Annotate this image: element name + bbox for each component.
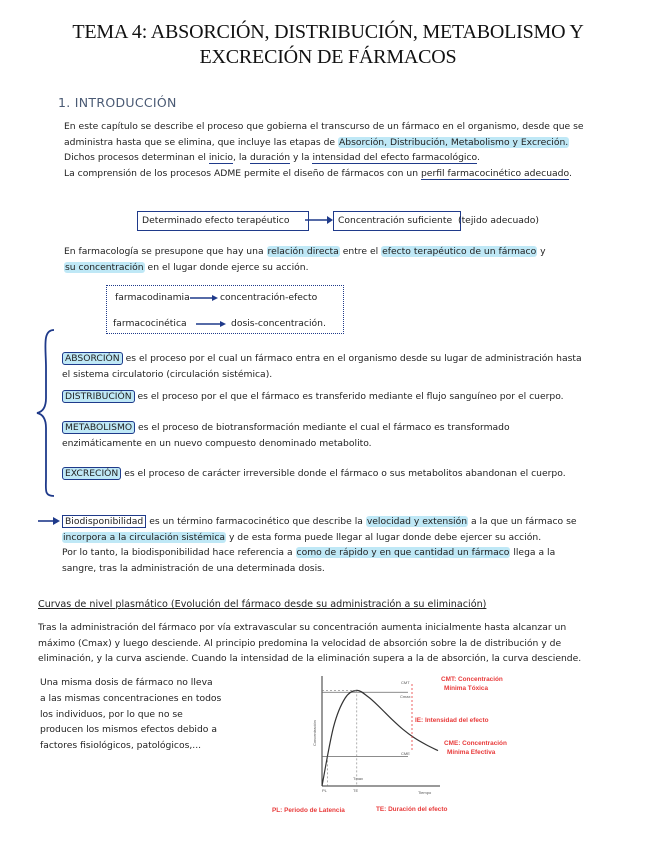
intro-line-3-a: Dichos procesos determinan el — [64, 152, 206, 163]
perfil-underline: perfil farmacocinético adecuado — [420, 167, 569, 179]
farmacodinamia-arrow-icon — [190, 293, 218, 303]
page-title-line1: TEMA 4: ABSORCIÓN, DISTRIBUCIÓN, METABOLISMO Y — [72, 21, 584, 43]
farmacologia-line-2 — [64, 260, 634, 276]
cme-annotation-l2: Mínima Efectiva — [447, 749, 496, 756]
velocidad-extension-highlight: velocidad y extensión — [366, 516, 468, 527]
metabolismo-text-1: es el proceso de biotransformación mediante el cual el fármaco es transformado — [138, 422, 510, 433]
bio-line-3 — [62, 545, 637, 561]
bio-line-1 — [62, 514, 637, 530]
distribucion-tag: DISTRIBUCIÓN — [62, 390, 135, 403]
intensidad-underline: intensidad del efecto farmacológico — [312, 152, 477, 163]
absorcion-text-2: el sistema circulatorio (circulación sistémica). — [62, 368, 273, 380]
cme-annotation-l1: CME: Concentración — [444, 740, 507, 747]
intro-line-1: En este capítulo se describe el proceso que gobierna el transcurso de un fármaco en el organismo, desde que se — [64, 121, 584, 132]
flow-box-efecto: Determinado efecto terapéutico — [137, 211, 309, 231]
farm-a2: entre el — [342, 246, 379, 257]
cmt-annotation-l2: Mínima Tóxica — [444, 685, 489, 692]
farmacocinetica-label: farmacocinética — [113, 318, 187, 329]
flow-arrow-icon — [303, 213, 333, 227]
distribucion-text: es el proceso por el que el fármaco es transferido mediante el flujo sanguíneo por el cuerpo. — [137, 391, 564, 402]
distribucion-definition — [62, 389, 637, 405]
bio-line-2 — [62, 530, 637, 546]
bio-l1b: a la que un fármaco se — [470, 516, 577, 527]
farmacologia-paragraph — [64, 244, 634, 275]
curvas-line-3: eliminación, y la curva asciende. Cuando la intensidad de la eliminación supera a la de absorción, la curva desciende. — [38, 653, 582, 664]
ie-annotation: IE: Intensidad del efecto — [415, 717, 489, 724]
intro-line-3 — [64, 150, 634, 166]
excrecion-text: es el proceso de carácter irreversible donde el fármaco o sus metabolitos abandonan el cuerpo. — [124, 468, 566, 479]
pl-tick-label: PL — [322, 788, 327, 793]
side-note-line-4: producen los mismos efectos debido a — [40, 724, 217, 736]
bio-line-4: sangre, tras la administración de una determinada dosis. — [62, 562, 325, 574]
chart-levels — [322, 692, 411, 756]
flow-box-concentracion: Concentración suficiente — [333, 211, 461, 231]
metabolismo-text-2: enzimáticamente en un nuevo compuesto denominado metabolito. — [62, 437, 372, 449]
cme-tick-label: CME — [401, 751, 410, 756]
bio-arrow-icon — [38, 515, 60, 527]
metabolismo-definition — [62, 420, 637, 451]
intro-paragraph — [64, 119, 634, 181]
side-note-line-3: los individuos, por lo que no se — [40, 708, 183, 720]
cmt-tick-label: CMT — [401, 680, 410, 685]
farmacodinamia-label: farmacodinamia — [115, 292, 190, 303]
farm-b1: en el lugar donde ejerce su acción. — [147, 261, 309, 273]
excrecion-tag: EXCRECIÓN — [62, 467, 121, 480]
su-concentracion-highlight: su concentración — [65, 261, 144, 273]
intro-line-3-d: . — [476, 152, 480, 163]
biodisponibilidad-tag: Biodisponibilidad — [62, 515, 146, 528]
farmacologia-line-1 — [64, 244, 634, 260]
page-title-line2: EXCRECIÓN DE FÁRMACOS — [199, 46, 457, 68]
efecto-terapeutico-highlight: efecto terapéutico de un fármaco — [382, 246, 537, 257]
curvas-line-2: máximo (Cmax) y luego desciende. Al principio predomina la velocidad de absorción sobre la de distribución y de — [38, 637, 562, 649]
side-note-line-5: factores fisiológicos, patológicos,... — [40, 740, 202, 752]
pl-annotation: PL: Periodo de Latencia — [272, 807, 345, 814]
bio-l2b: y de esta forma puede llegar al lugar donde debe ejercer su acción. — [228, 531, 542, 543]
dosis-concentracion-label: dosis-concentración. — [231, 318, 326, 329]
te-tick-label: TE — [353, 788, 359, 793]
absorcion-definition — [62, 351, 637, 382]
inicio-underline: inicio — [208, 152, 234, 163]
intro-line-4-a: La comprensión de los procesos ADME permite el diseño de fármacos con un — [64, 167, 419, 179]
absorcion-line-1 — [62, 351, 637, 367]
duracion-underline: duración — [249, 152, 291, 163]
intro-line-2-text: administra hasta que se elimina, que incluye las etapas de — [64, 136, 336, 148]
concentracion-efecto-label: concentración-efecto — [220, 292, 318, 303]
curvas-paragraph — [38, 620, 638, 667]
cmt-annotation-l1: CMT: Concentración — [441, 676, 503, 683]
bio-l1a: es un término farmacocinético que describe la — [149, 516, 363, 527]
farm-a3: y — [540, 246, 546, 257]
te-annotation: TE: Duración del efecto — [376, 806, 448, 813]
concentration-curve — [322, 690, 438, 786]
circulacion-sistemica-highlight: incorpora a la circulación sistémica — [63, 531, 226, 543]
plasma-level-chart — [270, 668, 560, 820]
side-note — [40, 675, 240, 754]
biodisponibilidad-paragraph — [62, 514, 637, 576]
absorcion-tag: ABSORCIÓN — [62, 352, 123, 365]
adme-highlight: Absorción, Distribución, Metabolismo y Excreción. — [338, 136, 569, 148]
curvas-line-1: Tras la administración del fármaco por vía extravascular su concentración aumenta inicialmente hasta alcanzar un — [38, 622, 567, 633]
farm-a1: En farmacología se presupone que hay una — [64, 246, 264, 257]
tmax-tick-label: Tmax — [353, 776, 363, 781]
excrecion-definition — [62, 466, 637, 482]
curly-brace-icon — [34, 328, 58, 498]
intro-line-3-c: y la — [293, 152, 310, 163]
rapido-cantidad-highlight: como de rápido y en que cantidad un fármaco — [296, 547, 510, 558]
cmax-tick-label: Cmax — [400, 694, 411, 699]
chart-guides — [322, 690, 357, 786]
side-note-line-1: Una misma dosis de fármaco no lleva — [40, 677, 213, 688]
curvas-heading: Curvas de nivel plasmático (Evolución del fármaco desde su administración a su eliminación) — [38, 599, 487, 610]
farmacocinetica-arrow-icon — [196, 319, 226, 329]
bio-l3b: llega a la — [513, 547, 556, 558]
intro-line-2 — [64, 135, 634, 151]
intro-line-4 — [64, 166, 634, 182]
intro-line-3-b: , la — [233, 152, 248, 163]
x-axis-label: Tiempo — [418, 790, 432, 795]
bio-l3a: Por lo tanto, la biodisponibilidad hace referencia a — [62, 547, 293, 558]
metabolismo-tag: METABOLISMO — [62, 421, 135, 434]
y-axis-label: Concentración — [312, 720, 317, 746]
side-note-line-2: a las mismas concentraciones en todos — [40, 692, 222, 704]
flow-note: (tejido adecuado) — [458, 215, 539, 226]
section-heading-introduccion: 1. INTRODUCCIÓN — [58, 95, 177, 110]
metabolismo-line-1 — [62, 420, 637, 436]
intro-line-4-b: . — [568, 167, 572, 179]
absorcion-text-1: es el proceso por el cual un fármaco entra en el organismo desde su lugar de administración hasta — [125, 353, 582, 364]
relacion-directa-highlight: relación directa — [267, 246, 339, 257]
